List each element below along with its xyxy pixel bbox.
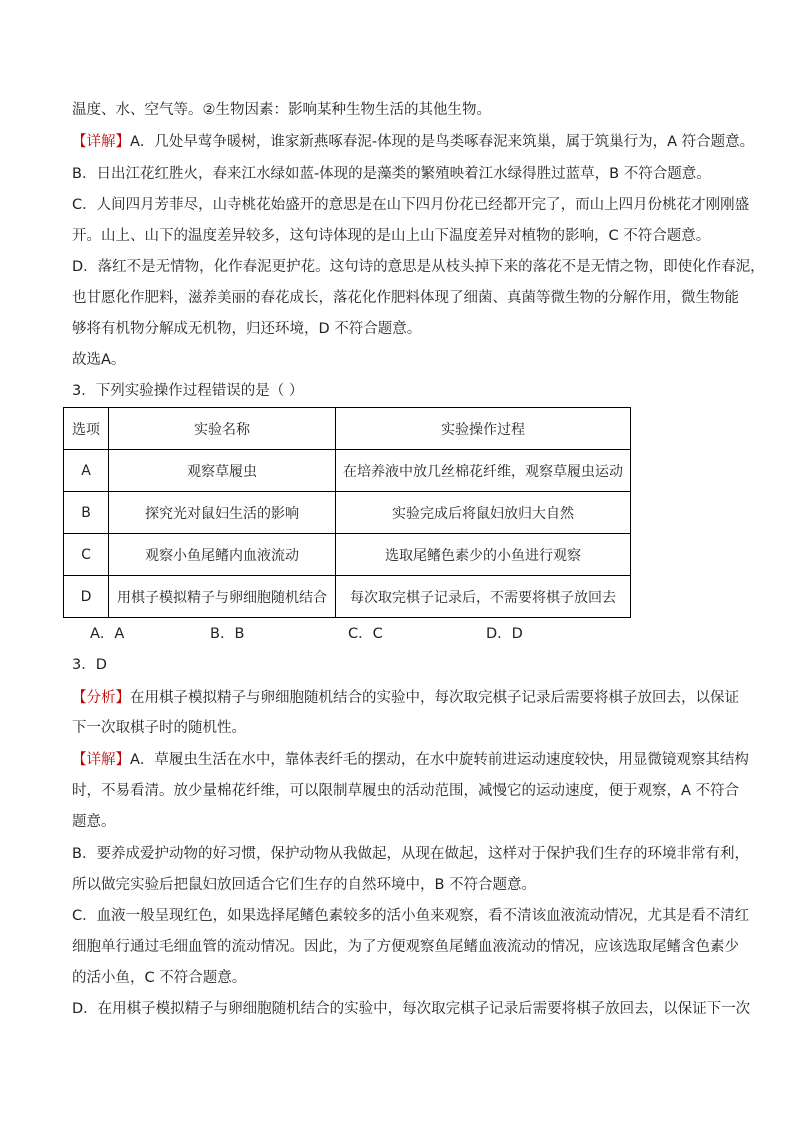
header-cell: 实验操作过程 (336, 408, 631, 450)
table-cell: 实验完成后将鼠妇放归大自然 (336, 492, 631, 534)
table-cell: 探究光对鼠妇生活的影响 (109, 492, 336, 534)
text-line: 开。山上、山下的温度差异较多，这句诗体现的是山上山下温度差异对植物的影响，C 不符合题意。 (72, 228, 711, 244)
text-line: 细胞单行通过毛细血管的流动情况。因此，为了方便观察鱼尾鳍血液流动的情况，应该选取尾鳍含色素少 (72, 939, 739, 955)
text-line: B．日出江花红胜火，春来江水绿如蓝-体现的是藻类的繁殖映着江水绿得胜过蓝草，B 不符合题意。 (72, 166, 711, 182)
text-line: 题意。 (72, 814, 116, 830)
text-line: D．落红不是无情物，化作春泥更护花。这句诗的意思是从枝头掉下来的落花不是无情之物，即使化作春泥， (72, 259, 765, 275)
text-line: 够将有机物分解成无机物，归还环境，D 不符合题意。 (72, 321, 422, 337)
table-row (64, 450, 631, 492)
table-cell: 观察小鱼尾鳍内血液流动 (109, 534, 336, 576)
question-title: 3．下列实验操作过程错误的是（ ） (72, 383, 304, 399)
table-cell: B (64, 492, 109, 534)
choice-c: C．C (348, 626, 383, 642)
analysis-line: 【分析】在用棋子模拟精子与卵细胞随机结合的实验中，每次取完棋子记录后需要将棋子放回去，以保证 (72, 690, 739, 706)
text-line: C．血液一般呈现红色，如果选择尾鳍色素较多的活小鱼来观察，看不清该血液流动情况，尤其是看不清红 (72, 908, 750, 924)
choice-b: B．B (210, 626, 245, 642)
table-cell: D (64, 576, 109, 618)
text-line: 的活小鱼，C 不符合题意。 (72, 970, 247, 986)
analysis-tag: 【分析】 (72, 690, 130, 706)
detail-tag: 【详解】 (72, 134, 130, 150)
text-line: C．人间四月芳菲尽，山寺桃花始盛开的意思是在山下四月份花已经都开完了，而山上四月份桃花才刚刚盛 (72, 197, 750, 213)
text-line: 也甘愿化作肥料，滋养美丽的春花成长，落花化作肥料体现了细菌、真菌等微生物的分解作用，微生物能 (72, 290, 739, 306)
table-cell: 在培养液中放几丝棉花纤维，观察草履虫运动 (336, 450, 631, 492)
table-cell: 用棋子模拟精子与卵细胞随机结合 (109, 576, 336, 618)
table-row (64, 534, 631, 576)
text-line: B．要养成爱护动物的好习惯，保护动物从我做起，从现在做起，这样对于保护我们生存的环境非常有利， (72, 846, 749, 862)
text-line: 故选A。 (72, 352, 126, 368)
answer-line: 3．D (72, 657, 107, 673)
choice-a: A．A (90, 626, 125, 642)
table-cell: A (64, 450, 109, 492)
detail-tag: 【详解】 (72, 752, 130, 768)
table-cell: 观察草履虫 (109, 450, 336, 492)
text-line: 下一次取棋子时的随机性。 (72, 720, 246, 736)
table-header-row (64, 408, 631, 450)
options-table (63, 407, 631, 618)
text-line: 【详解】A．几处早莺争暖树，谁家新燕啄春泥-体现的是鸟类啄春泥来筑巢，属于筑巢行为，A 符合题意。 (72, 134, 755, 150)
choice-d: D．D (486, 626, 523, 642)
text-line: 所以做完实验后把鼠妇放回适合它们生存的自然环境中，B 不符合题意。 (72, 877, 537, 893)
header-cell: 选项 (64, 408, 109, 450)
text-line: 【详解】A．草履虫生活在水中，靠体表纤毛的摆动，在水中旋转前进运动速度较快，用显微镜观察其结构 (72, 752, 749, 768)
header-cell: 实验名称 (109, 408, 336, 450)
text-line: 时，不易看清。放少量棉花纤维，可以限制草履虫的活动范围，减慢它的运动速度，便于观察，A 不符合 (72, 783, 740, 799)
text-line: D．在用棋子模拟精子与卵细胞随机结合的实验中，每次取完棋子记录后需要将棋子放回去，以保证下一次 (72, 1001, 751, 1017)
table-row (64, 492, 631, 534)
table-row (64, 576, 631, 618)
table-cell: C (64, 534, 109, 576)
text-line: 温度、水、空气等。②生物因素：影响某种生物生活的其他生物。 (72, 102, 491, 118)
table-cell: 每次取完棋子记录后，不需要将棋子放回去 (336, 576, 631, 618)
table-cell: 选取尾鳍色素少的小鱼进行观察 (336, 534, 631, 576)
